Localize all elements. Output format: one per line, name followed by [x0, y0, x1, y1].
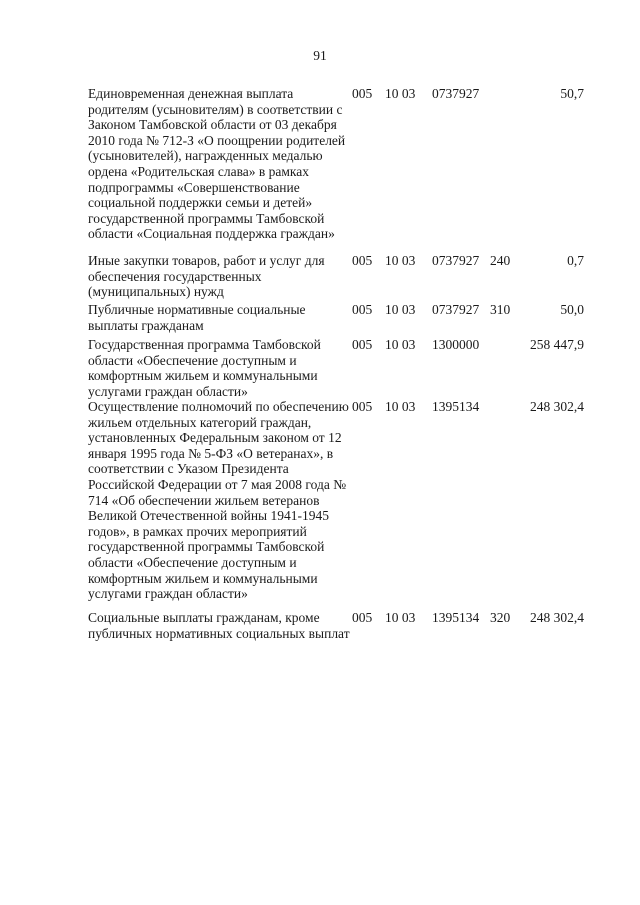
row-code-admin: 005	[352, 253, 373, 268]
row-code-section: 10 03	[385, 86, 416, 101]
row-code-admin: 005	[352, 302, 373, 317]
row-description: Социальные выплаты гражданам, кроме публичных нормативных социальных выплат	[88, 610, 350, 641]
row-code-section: 10 03	[385, 610, 416, 625]
row-code-expense-type: 320	[490, 610, 511, 625]
row-description: Иные закупки товаров, работ и услуг для обеспечения государственных (муниципальных) нужд	[88, 253, 325, 300]
row-code-section: 10 03	[385, 302, 416, 317]
row-code-admin: 005	[352, 610, 373, 625]
row-code-target: 1300000	[432, 337, 480, 352]
row-code-section: 10 03	[385, 399, 416, 414]
row-code-expense-type: 310	[490, 302, 511, 317]
row-amount: 248 302,4	[530, 610, 584, 625]
row-amount: 50,0	[560, 302, 584, 317]
row-description: Единовременная денежная выплата родителям (усыновителям) в соответствии с Законом Тамбовской области от 03 декабря 2010 года № 712-З «О поощрении родителей (усыновителей), награжденных медалью ордена «Родительская слава» в рамках подпрограммы «Совершенствование социальной поддержки семьи и детей» государственной программы Тамбовской области «Социальная поддержка граждан»	[88, 86, 346, 242]
row-code-section: 10 03	[385, 253, 416, 268]
row-amount: 0,7	[567, 253, 584, 268]
row-code-target: 1395134	[432, 610, 480, 625]
page-number: 91	[313, 48, 327, 63]
row-amount: 248 302,4	[530, 399, 584, 414]
row-code-admin: 005	[352, 86, 373, 101]
row-description: Государственная программа Тамбовской области «Обеспечение доступным и комфортным жильем и коммунальными услугами граждан области»	[88, 337, 321, 399]
row-code-section: 10 03	[385, 337, 416, 352]
row-code-target: 1395134	[432, 399, 480, 414]
row-amount: 258 447,9	[530, 337, 584, 352]
row-description: Осуществление полномочий по обеспечению жильем отдельных категорий граждан, установленных Федеральным законом от 12 января 1995 года № 5-ФЗ «О ветеранах», в соответствии с Указом Президента Российской Федерации от 7 мая 2008 года № 714 «Об обеспечении жильем ветеранов Великой Отечественной войны 1941-1945 годов», в рамках прочих мероприятий государственной программы Тамбовской области «Обеспечение доступным и комфортным жильем и коммунальными услугами граждан области»	[88, 399, 349, 602]
row-description: Публичные нормативные социальные выплаты гражданам	[88, 302, 306, 333]
row-code-expense-type: 240	[490, 253, 511, 268]
row-code-target: 0737927	[432, 86, 480, 101]
row-code-admin: 005	[352, 337, 373, 352]
row-amount: 50,7	[560, 86, 584, 101]
row-code-admin: 005	[352, 399, 373, 414]
row-code-target: 0737927	[432, 253, 480, 268]
row-code-target: 0737927	[432, 302, 480, 317]
